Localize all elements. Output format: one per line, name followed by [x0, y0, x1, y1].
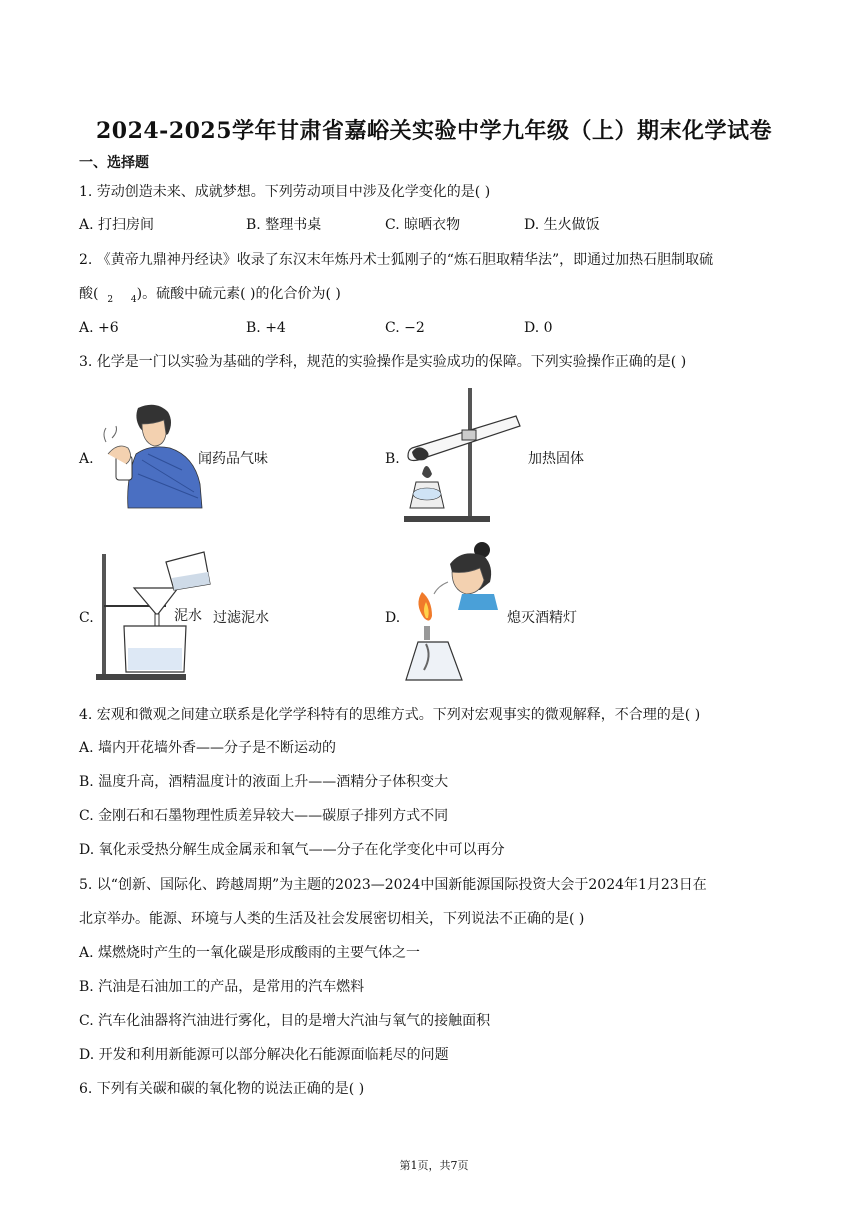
- filtration-apparatus: [96, 548, 216, 682]
- q1-option-d: D. 生火做饭: [524, 217, 600, 233]
- muddy-water-label: 泥水: [174, 608, 202, 624]
- q6-stem: 6. 下列有关碳和碳的氧化物的说法正确的是( ): [79, 1081, 365, 1097]
- q3-option-c-caption: 过滤泥水: [213, 610, 269, 626]
- q2-option-d: D. 0: [524, 320, 553, 336]
- q3-option-a-caption: 闻药品气味: [198, 451, 268, 467]
- q3-option-a-letter: A.: [79, 451, 94, 467]
- formula-subscript-4: 4: [130, 295, 137, 305]
- q3-stem: 3. 化学是一门以实验为基础的学科，规范的实验操作是实验成功的保障。下列实验操作正确的是( ): [79, 354, 687, 370]
- heating-solid-apparatus: [396, 386, 528, 528]
- q2-stem-line1: 2. 《黄帝九鼎神丹经诀》收录了东汉末年炼丹术士狐刚子的“炼石胆取精华法”，即通过加热石胆制取硫: [79, 252, 714, 268]
- q5-stem-line1: 5. 以“创新、国际化、跨越周期”为主题的2023—2024中国新能源国际投资大会于2024年1月23日在: [79, 877, 707, 893]
- q4-option-d: D. 氧化汞受热分解生成金属汞和氧气——分子在化学变化中可以再分: [79, 842, 505, 858]
- q2-option-a: A. +6: [79, 320, 119, 336]
- q4-stem: 4. 宏观和微观之间建立联系是化学学科特有的思维方式。下列对宏观事实的微观解释，不合理的是( ): [79, 707, 701, 723]
- q3-option-b-letter: B.: [385, 451, 400, 467]
- page-footer: 第1页，共7页: [399, 1159, 469, 1172]
- smelling-chemical-illustration: [98, 398, 204, 510]
- q5-option-a: A. 煤燃烧时产生的一氧化碳是形成酸雨的主要气体之一: [79, 945, 421, 961]
- q3-option-d-letter: D.: [385, 610, 401, 626]
- exam-title: 2024-2025学年甘肃省嘉峪关实验中学九年级（上）期末化学试卷: [95, 118, 773, 144]
- q3-option-c-letter: C.: [79, 610, 94, 626]
- q1-option-b: B. 整理书桌: [246, 217, 322, 233]
- q1-option-a: A. 打扫房间: [79, 217, 155, 233]
- q5-stem-line2: 北京举办。能源、环境与人类的生活及社会发展密切相关，下列说法不正确的是( ): [79, 911, 585, 927]
- q2-stem-line2: [79, 284, 341, 306]
- q2-option-c: C. −2: [385, 320, 425, 336]
- extinguishing-alcohol-lamp: [402, 540, 502, 690]
- q2-option-b: B. +4: [246, 320, 286, 336]
- q5-option-b: B. 汽油是石油加工的产品，是常用的汽车燃料: [79, 979, 365, 995]
- q5-option-c: C. 汽车化油器将汽油进行雾化，目的是增大汽油与氧气的接触面积: [79, 1013, 491, 1029]
- q2-stem-part-b: )。硫酸中硫元素( )的化合价为( ): [136, 286, 341, 302]
- q4-option-b: B. 温度升高，酒精温度计的液面上升——酒精分子体积变大: [79, 774, 449, 790]
- q1-option-c: C. 晾晒衣物: [385, 217, 461, 233]
- q5-option-d: D. 开发和利用新能源可以部分解决化石能源面临耗尽的问题: [79, 1047, 449, 1063]
- q4-option-c: C. 金刚石和石墨物理性质差异较大——碳原子排列方式不同: [79, 808, 449, 824]
- q4-option-a: A. 墙内开花墙外香——分子是不断运动的: [79, 740, 337, 756]
- q3-option-d-caption: 熄灭酒精灯: [507, 610, 577, 626]
- q2-stem-part-a: 酸(: [79, 286, 99, 302]
- formula-subscript-2: 2: [107, 295, 114, 305]
- q1-stem: 1. 劳动创造未来、成就梦想。下列劳动项目中涉及化学变化的是( ): [79, 184, 491, 200]
- section-heading: 一、选择题: [79, 155, 149, 171]
- q3-option-b-caption: 加热固体: [528, 451, 584, 467]
